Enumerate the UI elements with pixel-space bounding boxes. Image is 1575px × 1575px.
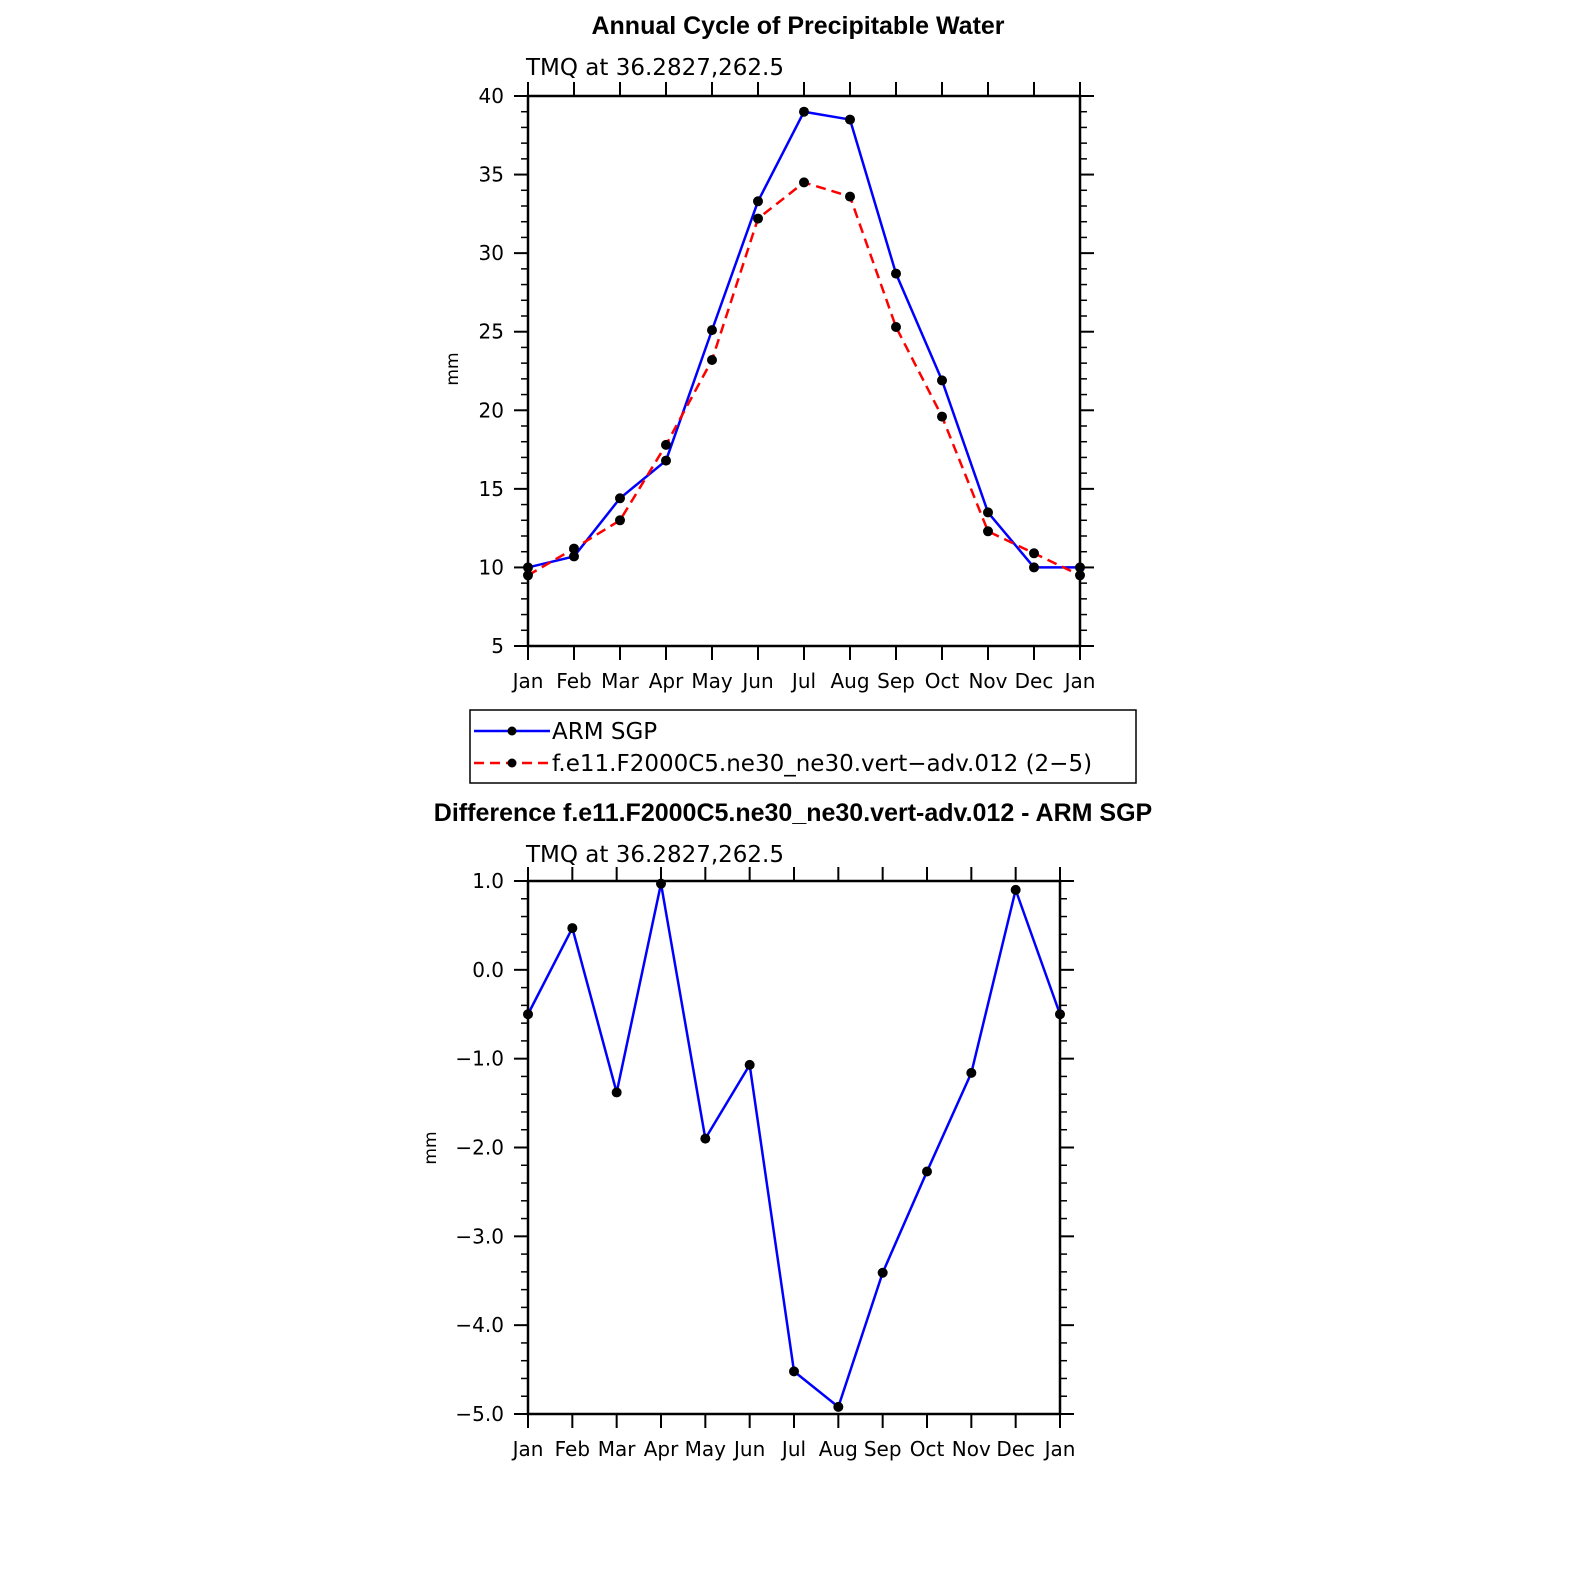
annual-cycle-xtick-label: Mar (601, 669, 639, 693)
annual-cycle-ylabel: mm (443, 352, 463, 386)
annual-cycle-point-1 (661, 440, 671, 450)
difference-point-0 (567, 923, 577, 933)
annual-cycle-xtick-label: Jun (742, 669, 774, 693)
annual-cycle-xtick-label: Apr (648, 669, 684, 693)
annual-cycle-point-1 (983, 526, 993, 536)
annual-cycle-xtick-label: Feb (556, 669, 592, 693)
difference-xtick-label: Sep (863, 1437, 902, 1461)
annual-cycle-point-1 (845, 192, 855, 202)
legend-marker-arm-sgp (508, 727, 517, 736)
annual-cycle-point-1 (891, 322, 901, 332)
annual-cycle-series (523, 107, 1085, 581)
annual-cycle-subtitle: TMQ at 36.2827,262.5 (526, 55, 784, 81)
difference-axes (455, 867, 1075, 1461)
annual-cycle-point-0 (753, 196, 763, 206)
annual-cycle-ytick-label: 35 (478, 162, 504, 187)
annual-cycle-title: Annual Cycle of Precipitable Water (591, 12, 1005, 40)
difference-xtick-label: Feb (554, 1437, 591, 1461)
difference-point-0 (878, 1268, 888, 1278)
annual-cycle-point-0 (661, 456, 671, 466)
difference-point-0 (1011, 885, 1021, 895)
difference-subtitle: TMQ at 36.2827,262.5 (526, 842, 784, 868)
annual-cycle-xtick-label: May (691, 669, 733, 693)
difference-point-0 (745, 1060, 755, 1070)
annual-cycle-axes (479, 82, 1096, 693)
difference-xtick-label: Dec (996, 1437, 1036, 1461)
annual-cycle-point-1 (615, 515, 625, 525)
annual-cycle-point-1 (753, 214, 763, 224)
difference-plot-frame (528, 881, 1060, 1414)
difference-xtick-label: Oct (909, 1437, 945, 1461)
annual-cycle-point-1 (1029, 548, 1039, 558)
annual-cycle-ytick-label: 15 (478, 476, 504, 501)
annual-cycle-point-1 (1075, 570, 1085, 580)
difference-ytick-label: −5.0 (455, 1402, 504, 1426)
difference-xtick-label: Jul (781, 1437, 807, 1461)
annual-cycle-xtick-label: Jan (1064, 669, 1096, 693)
difference-xtick-label: Nov (951, 1437, 991, 1461)
annual-cycle-xtick-label: Aug (830, 669, 870, 693)
difference-chart (421, 799, 1152, 1461)
difference-xtick-label: Jan (1044, 1437, 1076, 1461)
annual-cycle-point-0 (937, 375, 947, 385)
annual-cycle-xtick-label: Dec (1014, 669, 1054, 693)
annual-cycle-point-0 (891, 269, 901, 279)
annual-cycle-point-0 (615, 493, 625, 503)
annual-cycle-ytick-label: 20 (478, 398, 504, 423)
annual-cycle-ytick-label: 5 (491, 634, 504, 658)
difference-point-0 (523, 1009, 533, 1019)
annual-cycle-point-1 (937, 412, 947, 422)
difference-ytick-label: 0.0 (472, 957, 504, 982)
annual-cycle-point-0 (845, 115, 855, 125)
annual-cycle-ytick-label: 25 (478, 319, 504, 344)
difference-point-0 (922, 1166, 932, 1176)
difference-xtick-label: Jan (512, 1437, 544, 1461)
difference-point-0 (966, 1068, 976, 1078)
difference-xtick-label: May (684, 1437, 727, 1461)
difference-point-0 (789, 1366, 799, 1376)
difference-point-0 (656, 879, 666, 889)
annual-cycle-ytick-label: 40 (478, 84, 504, 108)
annual-cycle-point-0 (799, 107, 809, 117)
difference-xtick-label: Aug (818, 1437, 858, 1461)
difference-point-0 (700, 1134, 710, 1144)
difference-ytick-label: −1.0 (455, 1046, 504, 1071)
annual-cycle-xtick-label: Sep (877, 669, 915, 693)
legend-label-model: f.e11.F2000C5.ne30_ne30.vert−adv.012 (2−5) (552, 751, 1093, 777)
difference-xtick-label: Apr (643, 1437, 679, 1461)
difference-series-line-0 (528, 884, 1060, 1407)
difference-ytick-label: 1.0 (472, 869, 504, 893)
difference-xtick-label: Mar (597, 1437, 636, 1461)
annual-cycle-point-1 (707, 355, 717, 365)
annual-cycle-ytick-label: 30 (478, 241, 504, 266)
difference-point-0 (833, 1402, 843, 1412)
difference-title: Difference f.e11.F2000C5.ne30_ne30.vert-adv.012 - ARM SGP (433, 799, 1153, 827)
annual-cycle-xtick-label: Jan (512, 669, 544, 693)
difference-point-0 (612, 1087, 622, 1097)
difference-ylabel: mm (421, 1131, 441, 1165)
annual-cycle-point-0 (707, 325, 717, 335)
annual-cycle-point-1 (523, 570, 533, 580)
annual-cycle-xtick-label: Nov (968, 669, 1008, 693)
annual-cycle-xtick-label: Jul (791, 669, 817, 693)
annual-cycle-point-1 (799, 177, 809, 187)
annual-cycle-series-line-1 (528, 182, 1080, 575)
annual-cycle-point-0 (983, 507, 993, 517)
legend-label-arm-sgp: ARM SGP (552, 719, 658, 745)
difference-ytick-label: −3.0 (455, 1224, 504, 1249)
annual-cycle-point-0 (1029, 562, 1039, 572)
difference-xtick-label: Jun (734, 1437, 766, 1461)
difference-ytick-label: −2.0 (455, 1135, 504, 1160)
annual-cycle-chart (443, 12, 1095, 693)
difference-point-0 (1055, 1009, 1065, 1019)
annual-cycle-ytick-label: 10 (478, 555, 504, 580)
annual-cycle-point-1 (569, 544, 579, 554)
difference-series (523, 879, 1065, 1412)
legend-marker-model (508, 759, 517, 768)
legend (470, 710, 1136, 783)
annual-cycle-xtick-label: Oct (924, 669, 960, 693)
difference-ytick-label: −4.0 (455, 1313, 504, 1338)
